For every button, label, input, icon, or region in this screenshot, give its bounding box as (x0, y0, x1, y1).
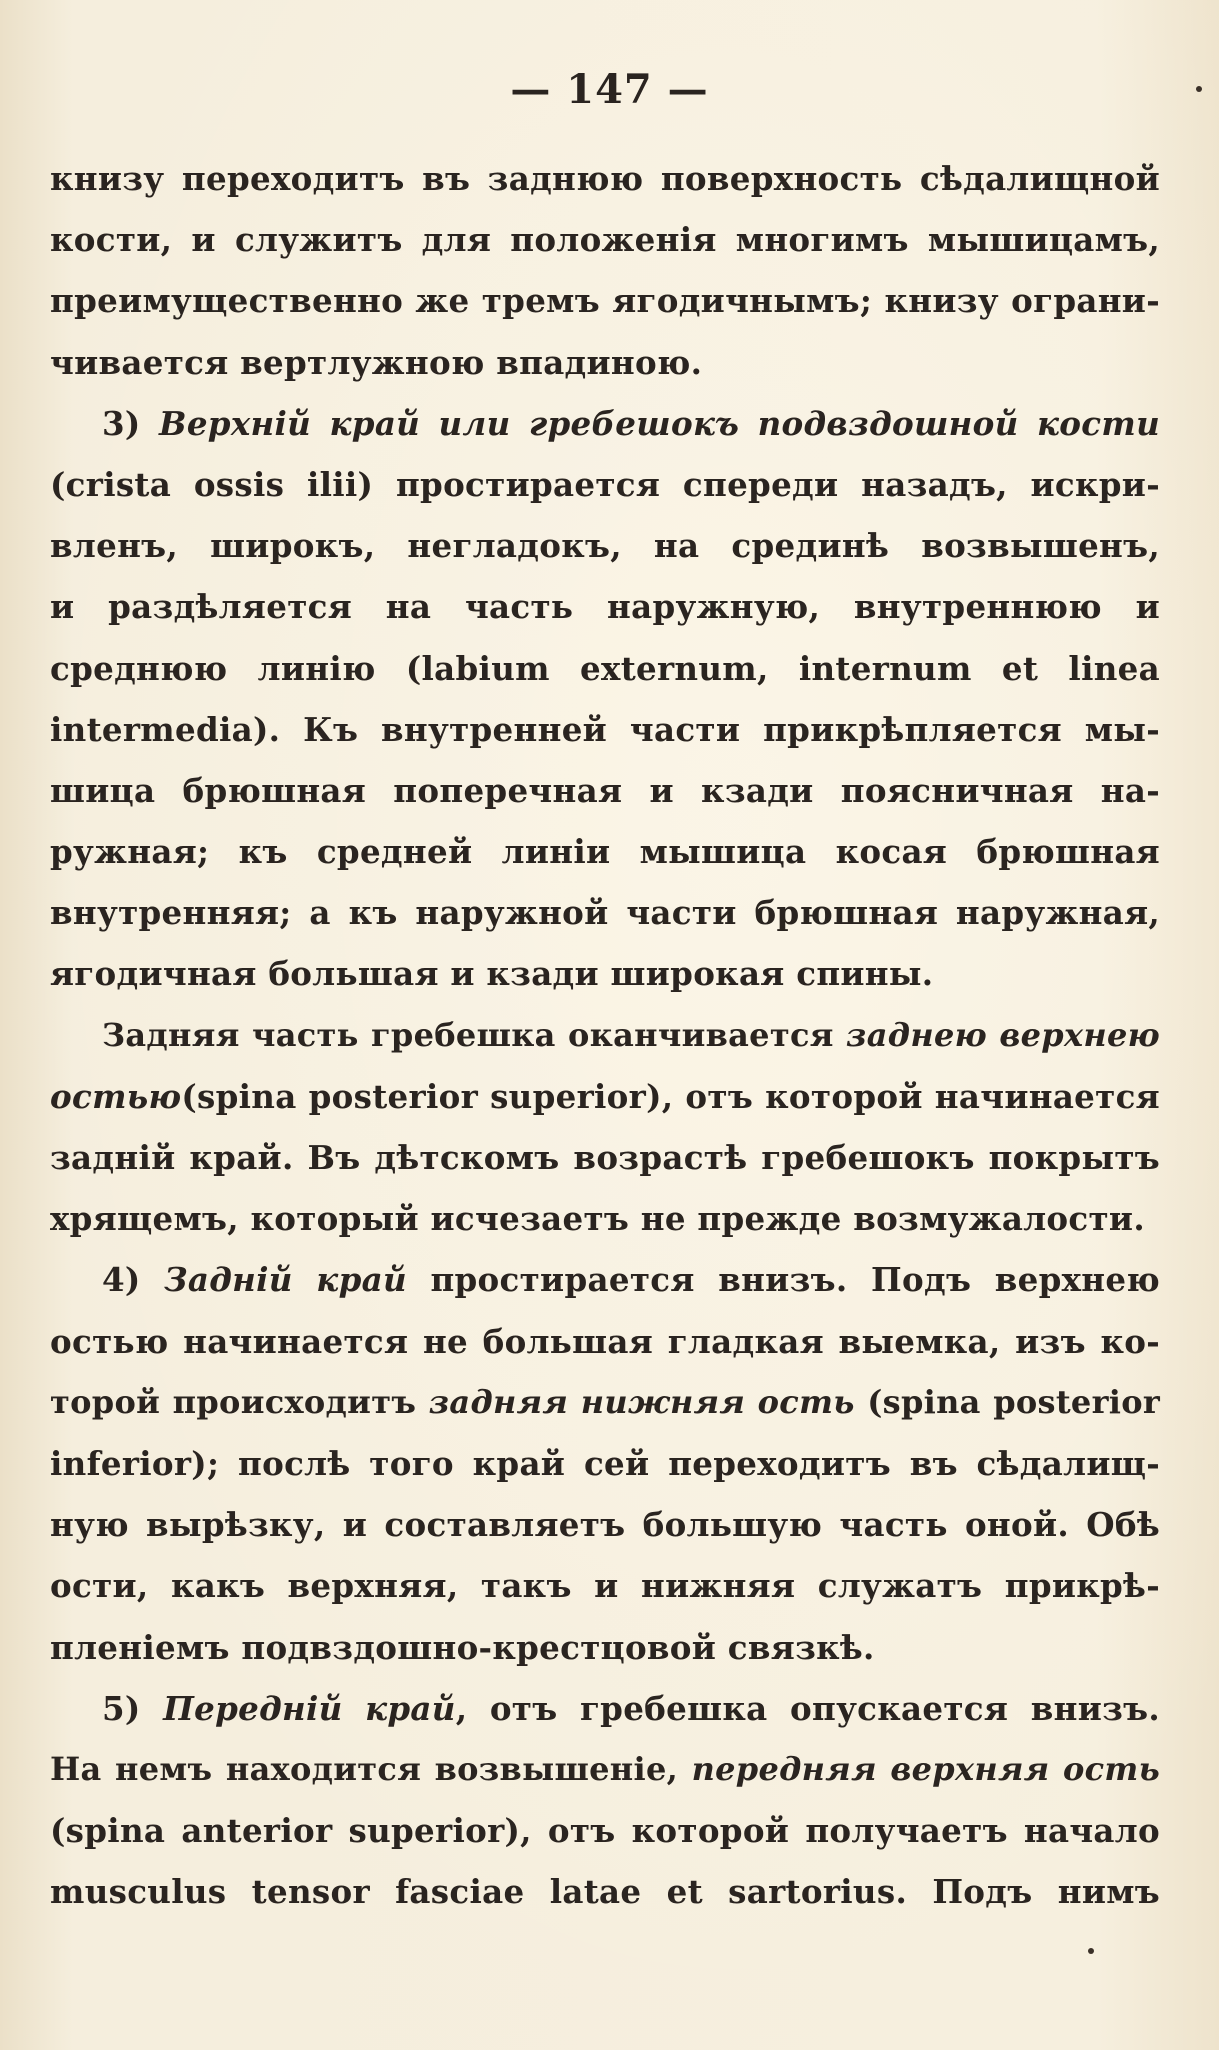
text-segment: Задняя часть гребешка оканчивается (102, 1015, 847, 1054)
text-line (50, 576, 1160, 637)
italic-term: заднею верхнею (846, 1015, 1160, 1054)
text-segment: (crista ossis ilii) простирается спереди назадъ, искри- (50, 464, 1160, 504)
text-segment: кости, и служитъ для положенія многимъ мышицамъ, (50, 220, 1160, 260)
text-segment: ягодичная большая и кзади широкая спины. (50, 954, 934, 994)
text-segment: среднюю линію (labium externum, internum et linea (50, 648, 1160, 688)
text-line (50, 270, 1160, 331)
text-segment: пленіемъ подвздошно-крестцовой связкѣ. (50, 1627, 875, 1667)
text-line (50, 1005, 1160, 1066)
text-line (50, 393, 1160, 454)
text-line (50, 821, 1160, 882)
text-segment: книзу переходитъ въ заднюю поверхность сѣдалищной (50, 159, 1160, 198)
text-line (50, 515, 1160, 576)
text-line (50, 1433, 1160, 1494)
text-line (50, 1372, 1160, 1433)
text-line (50, 1188, 1160, 1249)
text-line (50, 1555, 1160, 1616)
text-line (50, 1127, 1160, 1188)
text-segment: ную вырѣзку, и составляетъ большую часть оной. Обѣ (50, 1505, 1160, 1545)
text-segment: intermedia). Къ внутренней части прикрѣпляется мы- (50, 709, 1160, 749)
text-segment: вленъ, широкъ, негладокъ, на срединѣ возвышенъ, (50, 526, 1160, 566)
text-line (50, 1066, 1160, 1127)
page-number: — 147 — (510, 66, 709, 113)
text-line (50, 148, 1160, 209)
text-line (50, 882, 1160, 943)
text-segment: musculus tensor fasciae latae et sartorius. Подъ нимъ (50, 1872, 1160, 1912)
text-line (50, 1861, 1160, 1922)
text-line (50, 1311, 1160, 1372)
italic-term: остью (50, 1076, 182, 1116)
text-segment: простирается внизъ. Подъ верхнею (406, 1260, 1160, 1300)
text-segment: (spina posterior superior), отъ которой начинается (181, 1076, 1160, 1116)
text-line (50, 943, 1160, 1004)
text-line (50, 1800, 1160, 1861)
text-line (50, 209, 1160, 270)
text-segment: торой происходитъ (50, 1382, 429, 1421)
text-line (50, 638, 1160, 699)
text-segment: , отъ гребешка опускается внизъ. (455, 1688, 1160, 1728)
text-segment: преимущественно же тремъ ягодичнымъ; книзу ограни- (50, 281, 1160, 321)
text-line (50, 699, 1160, 760)
text-segment: 3) (102, 403, 160, 443)
text-line (50, 1739, 1160, 1800)
text-segment: ружная; къ средней линіи мышица косая брюшная (50, 832, 1160, 872)
text-segment: остью начинается не большая гладкая выемка, изъ ко- (50, 1321, 1160, 1361)
text-segment: 5) (102, 1688, 164, 1728)
text-segment: На немъ находится возвышеніе, (50, 1749, 692, 1788)
text-segment: (spina anterior superior), отъ которой получаетъ начало (50, 1811, 1160, 1851)
text-segment: внутренняя; а къ наружной части брюшная наружная, (50, 893, 1160, 933)
text-segment: 4) (102, 1260, 165, 1300)
italic-term: Задній край (164, 1260, 407, 1300)
text-segment: шица брюшная поперечная и кзади поясничная на- (50, 770, 1160, 810)
text-segment: inferior); послѣ того край сей переходитъ въ сѣдалищ- (50, 1443, 1160, 1483)
italic-term: Верхній край или гребешокъ подвздошной кости (159, 403, 1160, 443)
text-segment: ости, какъ верхняя, такъ и нижняя служатъ прикрѣ- (50, 1566, 1160, 1606)
print-speck-bottom (1088, 1948, 1094, 1954)
text-line (50, 454, 1160, 515)
italic-term: Передній край (163, 1688, 456, 1728)
text-line (50, 1617, 1160, 1678)
text-line (50, 1494, 1160, 1555)
text-line (50, 1249, 1160, 1310)
text-line (50, 1678, 1160, 1739)
text-segment: и раздѣляется на часть наружную, внутреннюю и (50, 587, 1160, 627)
text-segment: задній край. Въ дѣтскомъ возрастѣ гребешокъ покрытъ (50, 1138, 1160, 1177)
text-line (50, 760, 1160, 821)
italic-term: передняя верхняя ость (691, 1749, 1160, 1788)
text-segment: (spina posterior (854, 1382, 1161, 1421)
print-speck-top (1196, 86, 1202, 92)
text-line (50, 332, 1160, 393)
italic-term: задняя нижняя ость (428, 1382, 855, 1421)
body-text (50, 148, 1160, 1922)
text-segment: чивается вертлужною впадиною. (50, 342, 703, 382)
text-segment: хрящемъ, который исчезаетъ не прежде возмужалости. (50, 1199, 1145, 1239)
